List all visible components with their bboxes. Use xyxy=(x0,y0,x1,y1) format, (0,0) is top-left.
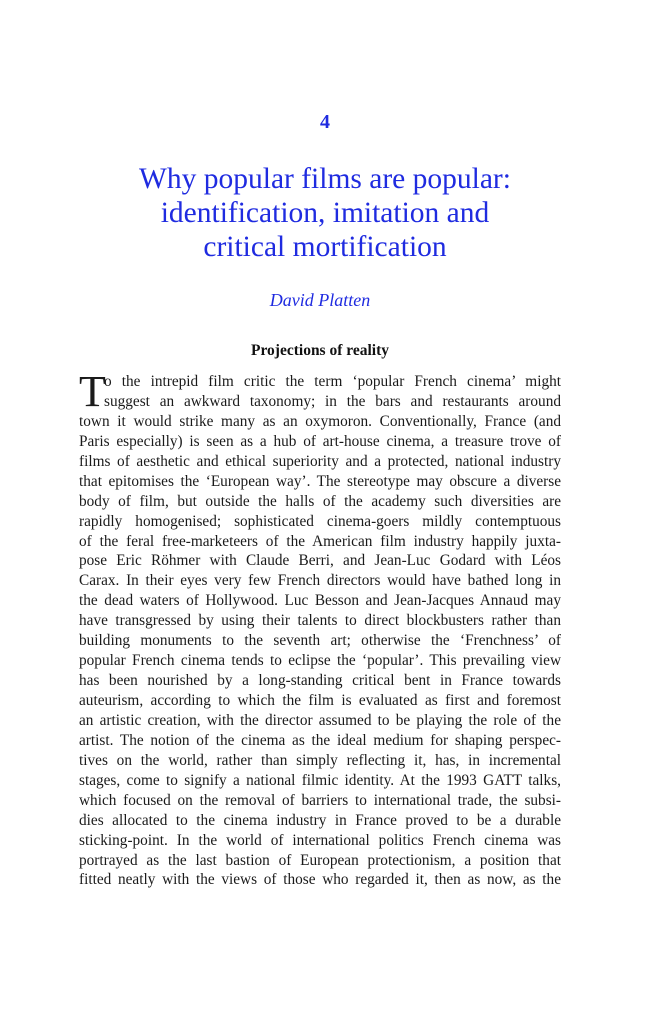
body-line: that epitomises the ‘European way’. The stereotype may obscure a diverse xyxy=(79,472,561,490)
body-line: pose Eric Röhmer with Claude Berri, and Jean-Luc Godard with Léos xyxy=(79,552,561,570)
body-line: o the intrepid film critic the term ‘popular French cinema’ might xyxy=(104,373,561,390)
body-line: Paris especially) is seen as a hub of art-house cinema, a treasure trove of xyxy=(79,432,561,450)
chapter-title-line: critical mortification xyxy=(203,231,447,263)
body-text xyxy=(79,367,561,890)
body-line: auteurism, according to which the film is evaluated as first and foremost xyxy=(79,692,561,709)
body-line: has been nourished by a long-standing critical bent in France towards xyxy=(79,672,561,690)
chapter-title xyxy=(60,162,590,264)
body-line: which focused on the removal of barriers to international trade, the subsi- xyxy=(79,791,561,809)
body-line: sticking-point. In the world of international politics French cinema was xyxy=(79,831,561,849)
drop-cap: T xyxy=(79,367,106,416)
body-line: an artistic creation, with the director assumed to be playing the role of the xyxy=(79,711,561,729)
body-line: of the feral free-marketeers of the American film industry happily juxta- xyxy=(79,532,561,550)
chapter-number: 4 xyxy=(320,111,330,133)
body-line: fitted neatly with the views of those who regarded it, then as now, as the xyxy=(79,871,561,889)
body-line: dies allocated to the cinema industry in France proved to be a durable xyxy=(79,811,561,829)
body-line: have transgressed by using their talents to direct blockbusters rather than xyxy=(79,612,561,630)
author-name: David Platten xyxy=(269,290,371,310)
body-line: town it would strike many as an oxymoron. Conventionally, France (and xyxy=(79,412,561,430)
body-line: films of aesthetic and ethical superiority and a protected, national industry xyxy=(79,452,561,470)
body-line: Carax. In their eyes very few French directors would have bathed long in xyxy=(79,572,561,590)
body-line: rapidly homogenised; sophisticated cinema-goers mildly contemptuous xyxy=(79,512,561,530)
chapter-title-line: identification, imitation and xyxy=(160,197,490,229)
body-line: stages, come to signify a national filmic identity. At the 1993 GATT talks, xyxy=(79,771,561,789)
body-line: artist. The notion of the cinema as the ideal medium for shaping perspec- xyxy=(79,731,561,749)
body-line: building monuments to the seventh art; otherwise the ‘Frenchness’ of xyxy=(79,632,561,650)
body-line: suggest an awkward taxonomy; in the bars and restaurants around xyxy=(104,392,561,410)
section-heading: Projections of reality xyxy=(250,342,390,359)
body-line: tives on the world, rather than simply reflecting it, has, in incremental xyxy=(79,751,561,769)
chapter-title-line: Why popular films are popular: xyxy=(139,163,511,195)
body-line: portrayed as the last bastion of European protectionism, a position that xyxy=(79,851,561,869)
body-line: body of film, but outside the halls of the academy such diversities are xyxy=(79,492,561,510)
body-line: the dead waters of Hollywood. Luc Besson and Jean-Jacques Annaud may xyxy=(79,592,561,610)
body-line: popular French cinema tends to eclipse the ‘popular’. This prevailing view xyxy=(79,652,561,670)
